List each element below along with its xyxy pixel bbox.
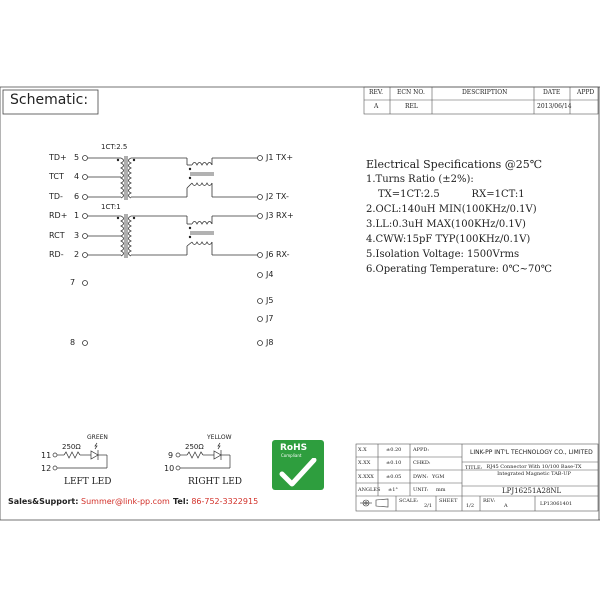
tol-value: ±0.20 <box>386 447 402 453</box>
left-pin-number: 7 <box>70 278 76 287</box>
rohs-text: RoHS <box>280 443 308 453</box>
right-pin-label: J1 TX+ <box>266 153 294 162</box>
left-pin-number: 3 <box>74 231 80 240</box>
rev-header-date: DATE <box>543 89 561 96</box>
rev-value: A <box>504 503 508 509</box>
right-pin-label: J6 RX- <box>266 250 290 259</box>
right-pin-label: J3 RX+ <box>266 211 294 220</box>
title-value: RJ45 Connector With 10/100 Base-TX Integrated Magnetic TAB-UP <box>486 464 582 477</box>
rev-header-description: DESCRIPTION <box>462 89 508 96</box>
left-led-pin-a: 11 <box>41 451 52 460</box>
left-pin-label: RD- <box>49 250 64 259</box>
doc-number: LP13061401 <box>540 501 573 507</box>
left-led-pin-b: 12 <box>41 464 52 473</box>
ratio-label-bottom: 1CT:1 <box>101 203 121 211</box>
left-pin-number: 4 <box>74 172 80 181</box>
left-pin-number: 5 <box>74 153 80 162</box>
left-led-caption: LEFT LED <box>64 477 112 487</box>
scale-label: SCALE: <box>399 498 419 504</box>
rev-row-date: 2013/06/14 <box>537 103 572 110</box>
left-pin-label: TD+ <box>49 153 67 162</box>
right-led-pin-a: 9 <box>168 451 174 460</box>
tol-label: ANGLES <box>358 487 381 493</box>
sales-label: Sales&Support: <box>8 497 79 506</box>
company-name: LINK-PP INT'L TECHNOLOGY CO., LIMITED <box>470 449 593 456</box>
tol-label: X.XXX <box>358 474 374 480</box>
sheet-label: SHEET <box>439 498 458 504</box>
rev-row-rev: A <box>374 103 379 110</box>
spec-line: 4.CWW:15pF TYP(100KHz/0.1V) <box>366 234 531 245</box>
right-pin-label: J2 TX- <box>266 192 289 201</box>
tol-value: ±1° <box>388 487 398 493</box>
chkd-label: CHKD: <box>413 460 431 466</box>
right-pin-label: J7 <box>266 314 274 323</box>
dwn-value: YGM <box>432 474 445 480</box>
title-label: TITLE: <box>465 465 483 471</box>
spec-line: 2.OCL:140uH MIN(100KHz/0.1V) <box>366 204 537 215</box>
right-led-resistor: 250Ω <box>185 443 204 451</box>
spec-line: 1.Turns Ratio (±2%): <box>366 174 474 185</box>
rev-row-ecn: REL <box>405 103 418 110</box>
tel-value: 86-752-3322915 <box>191 497 259 506</box>
left-pin-number: 8 <box>70 338 76 347</box>
rev-header-appd: APPD <box>577 89 595 96</box>
rev-label: REV: <box>483 498 496 504</box>
left-pin-label: TD- <box>49 192 63 201</box>
unit-label: UNIT: <box>413 487 429 493</box>
left-pin-label: TCT <box>49 172 64 181</box>
spec-line: TX=1CT:2.5 RX=1CT:1 <box>378 189 525 200</box>
rev-header-rev: REV. <box>369 89 384 96</box>
appd-label: APPD: <box>413 447 430 453</box>
ratio-label-top: 1CT:2.5 <box>101 143 128 151</box>
spec-title: Electrical Specifications @25℃ <box>366 158 543 171</box>
spec-line: 3.LL:0.3uH MAX(100KHz/0.1V) <box>366 219 526 230</box>
unit-value: mm <box>436 487 446 493</box>
right-led-caption: RIGHT LED <box>188 477 242 487</box>
left-pin-number: 2 <box>74 250 80 259</box>
right-led-color: YELLOW <box>207 434 232 441</box>
projection-symbol-icon <box>360 499 388 507</box>
dwn-label: DWN: <box>413 474 429 480</box>
left-led-color: GREEN <box>87 434 108 441</box>
part-number: LPJ16251A28NL <box>502 487 562 495</box>
left-pin-label: RCT <box>49 231 65 240</box>
left-pin-number: 6 <box>74 192 80 201</box>
left-pin-number: 1 <box>74 211 80 220</box>
left-led-resistor: 250Ω <box>62 443 81 451</box>
right-pin-label: J4 <box>266 270 274 279</box>
tol-label: X.X <box>358 447 367 453</box>
tel-label: Tel: <box>173 497 189 506</box>
tol-value: ±0.05 <box>386 474 402 480</box>
right-pin-label: J5 <box>266 296 274 305</box>
sheet-value: 1/2 <box>466 503 475 509</box>
right-pin-label: J8 <box>266 338 274 347</box>
tol-value: ±0.10 <box>386 460 402 466</box>
tol-label: X.XX <box>358 460 371 466</box>
right-led-pin-b: 10 <box>164 464 175 473</box>
spec-line: 6.Operating Temperature: 0℃~70℃ <box>366 264 552 275</box>
scale-value: 2/1 <box>424 503 433 509</box>
sales-email[interactable]: Summer@link-pp.com <box>81 497 170 506</box>
rev-header-ecn: ECN NO. <box>397 89 425 96</box>
left-pin-label: RD+ <box>49 211 68 220</box>
spec-line: 5.Isolation Voltage: 1500Vrms <box>366 249 520 260</box>
rohs-subtext: Compliant <box>281 453 302 458</box>
schematic-title: Schematic: <box>10 92 89 108</box>
